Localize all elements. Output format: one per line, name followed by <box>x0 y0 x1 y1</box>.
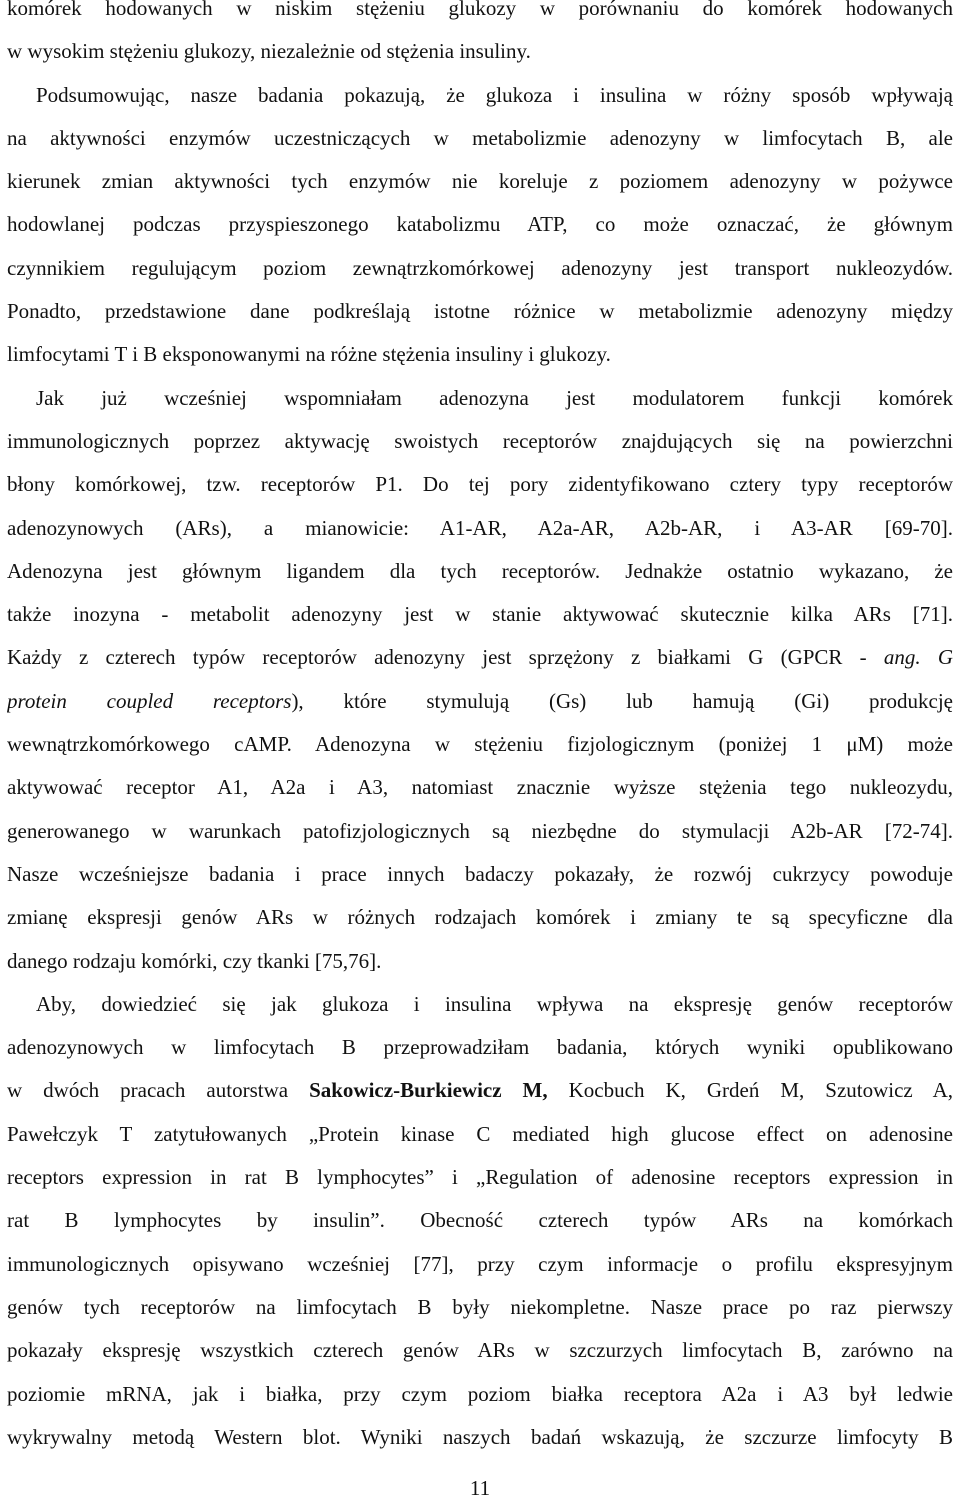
text-line <box>7 853 953 896</box>
text-block <box>7 0 953 1459</box>
line-text: w wysokim stężeniu glukozy, niezależnie od stężenia insuliny. <box>7 39 531 64</box>
line-text: zmianę ekspresji genów ARs w różnych rodzajach komórek i zmiany te są specyficzne dla <box>7 905 953 930</box>
line-text: limfocytami T i B eksponowanymi na różne stężenia insuliny i glukozy. <box>7 342 611 367</box>
line-text: Adenozyna jest głównym ligandem dla tych receptorów. Jednakże ostatnio wykazano, że <box>7 558 953 583</box>
italic-text: protein coupled receptors <box>7 688 292 713</box>
text-line <box>7 636 953 679</box>
line-text: Nasze wcześniejsze badania i prace innych badaczy pokazały, że rozwój cukrzycy powoduje <box>7 861 953 886</box>
line-text: hodowlanej podczas przyspieszonego katabolizmu ATP, co może oznaczać, że głównym <box>7 212 953 237</box>
text-line <box>7 550 953 593</box>
line-text: wykrywalny metodą Western blot. Wyniki naszych badań wskazują, że szczurze limfocyty B <box>7 1424 953 1449</box>
line-text: komórek hodowanych w niskim stężeniu glukozy w porównaniu do komórek hodowanych <box>7 0 953 20</box>
line-text: Kocbuch K, Grdeń M, Szutowicz A, <box>547 1078 953 1103</box>
italic-text: ang. G <box>883 645 953 670</box>
line-text: danego rodzaju komórki, czy tkanki [75,76]. <box>7 948 382 973</box>
text-line <box>7 463 953 506</box>
text-line <box>7 1069 953 1112</box>
text-line <box>7 896 953 939</box>
text-line <box>7 940 953 983</box>
text-line <box>7 593 953 636</box>
page-number: 11 <box>469 1476 491 1500</box>
author-highlight: Sakowicz-Burkiewicz M, <box>309 1078 548 1103</box>
text-line <box>7 1026 953 1069</box>
body-text <box>7 0 953 1459</box>
text-line <box>7 1416 953 1459</box>
text-line <box>7 766 953 809</box>
text-line <box>7 1113 953 1156</box>
line-text: rat B lymphocytes by insulin”. Obecność czterech typów ARs na komórkach <box>7 1208 953 1233</box>
line-text: Każdy z czterech typów receptorów adenozyny jest sprzężony z białkami G (GPCR - <box>7 645 884 670</box>
line-text: błony komórkowej, tzw. receptorów P1. Do tej pory zidentyfikowano cztery typy receptorów <box>7 472 953 497</box>
line-text: Aby, dowiedzieć się jak glukoza i insulina wpływa na ekspresję genów receptorów <box>36 991 953 1016</box>
text-line <box>7 1199 953 1242</box>
line-text: ), które stymulują (Gs) lub hamują (Gi) produkcję <box>291 688 953 713</box>
text-line <box>7 333 953 376</box>
line-text: receptors expression in rat B lymphocytes” i „Regulation of adenosine receptors expression in <box>7 1165 953 1190</box>
text-line <box>7 1286 953 1329</box>
text-line <box>7 507 953 550</box>
text-line <box>7 160 953 203</box>
line-text: wewnątrzkomórkowego cAMP. Adenozyna w stężeniu fizjologicznym (poniżej 1 μM) może <box>7 732 953 757</box>
text-line <box>7 30 953 73</box>
text-line <box>7 74 953 117</box>
text-line <box>7 247 953 290</box>
text-line <box>7 377 953 420</box>
text-line <box>7 680 953 723</box>
line-text: Pawełczyk T zatytułowanych „Protein kinase C mediated high glucose effect on adenosine <box>7 1121 953 1146</box>
line-text: genów tych receptorów na limfocytach B były niekompletne. Nasze prace po raz pierwszy <box>7 1294 953 1319</box>
text-line <box>7 1243 953 1286</box>
line-text: immunologicznych opisywano wcześniej [77], przy czym informacje o profilu ekspresyjnym <box>7 1251 953 1276</box>
text-line <box>7 810 953 853</box>
text-line <box>7 117 953 160</box>
line-text: pokazały ekspresję wszystkich czterech genów ARs w szczurzych limfocytach B, zarówno na <box>7 1338 953 1363</box>
text-line <box>7 420 953 463</box>
line-text: także inozyna - metabolit adenozyny jest w stanie aktywować skutecznie kilka ARs [71]. <box>7 602 953 627</box>
text-line <box>7 203 953 246</box>
text-line <box>7 723 953 766</box>
line-text: Podsumowując, nasze badania pokazują, że glukoza i insulina w różny sposób wpływają <box>36 82 953 107</box>
line-text: adenozynowych w limfocytach B przeprowadziłam badania, których wyniki opublikowano <box>7 1035 953 1060</box>
line-text: adenozynowych (ARs), a mianowicie: A1-AR, A2a-AR, A2b-AR, i A3-AR [69-70]. <box>7 515 953 540</box>
line-text: aktywować receptor A1, A2a i A3, natomiast znacznie wyższe stężenia tego nukleozydu, <box>7 775 953 800</box>
text-line <box>7 290 953 333</box>
line-text: czynnikiem regulującym poziom zewnątrzkomórkowej adenozyny jest transport nukleozydów. <box>7 255 953 280</box>
line-text: w dwóch pracach autorstwa <box>7 1078 310 1103</box>
line-text: Jak już wcześniej wspomniałam adenozyna jest modulatorem funkcji komórek <box>36 385 953 410</box>
line-text: immunologicznych poprzez aktywację swoistych receptorów znajdujących się na powierzchni <box>7 428 953 453</box>
line-text: Ponadto, przedstawione dane podkreślają istotne różnice w metabolizmie adenozyny między <box>7 299 953 324</box>
text-line <box>7 1329 953 1372</box>
text-line <box>7 1373 953 1416</box>
line-text: na aktywności enzymów uczestniczących w metabolizmie adenozyny w limfocytach B, ale <box>7 125 953 150</box>
line-text: poziomie mRNA, jak i białka, przy czym poziom białka receptora A2a i A3 był ledwie <box>7 1381 953 1406</box>
text-line <box>7 1156 953 1199</box>
line-text: generowanego w warunkach patofizjologicznych są niezbędne do stymulacji A2b-AR [72-74]. <box>7 818 953 843</box>
text-line <box>7 983 953 1026</box>
line-text: kierunek zmian aktywności tych enzymów nie koreluje z poziomem adenozyny w pożywce <box>7 169 953 194</box>
text-line <box>7 0 953 30</box>
